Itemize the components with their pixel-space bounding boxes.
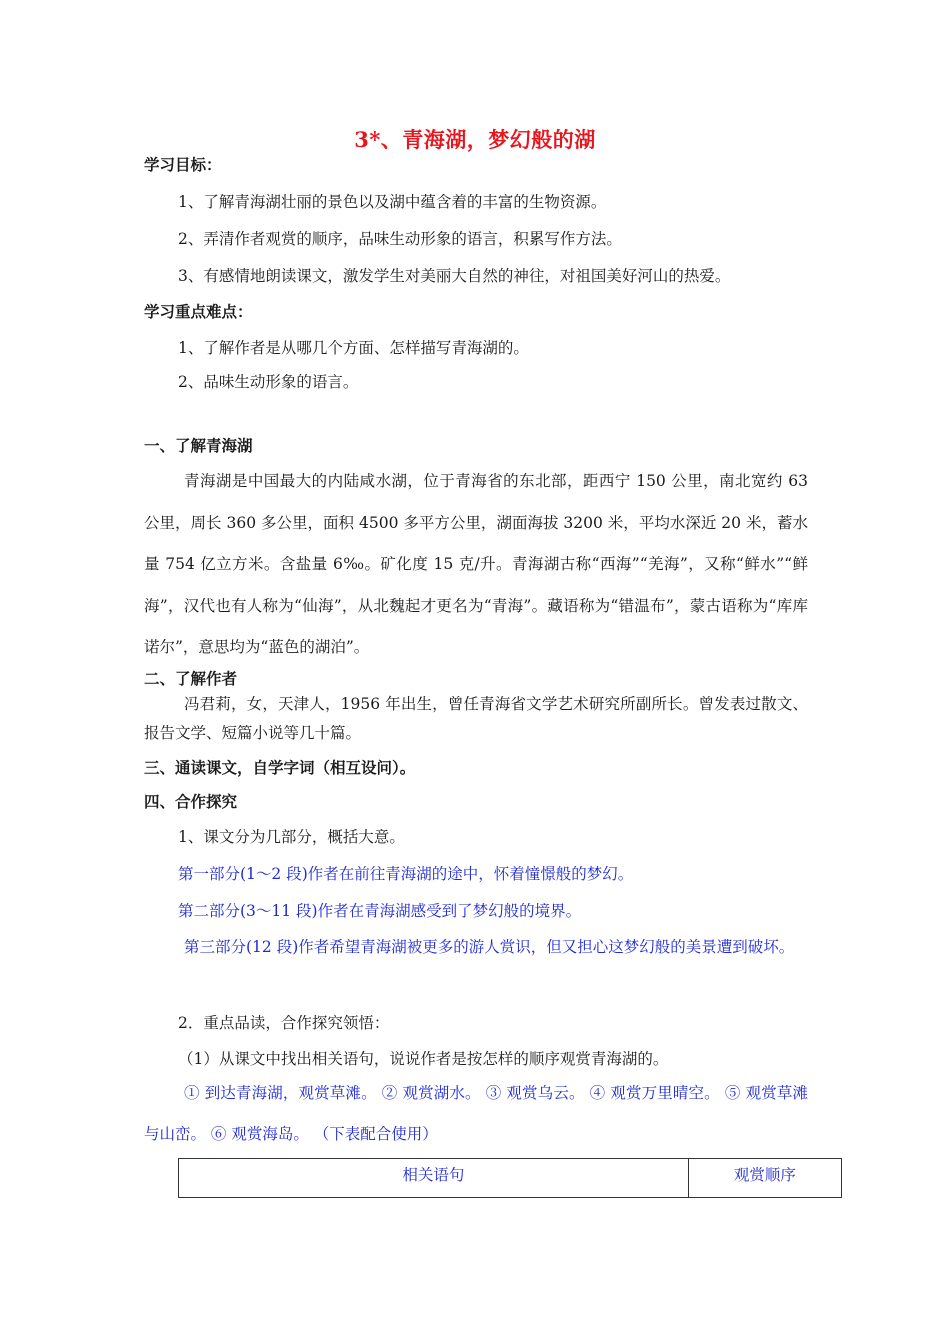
question-2: 2．重点品读，合作探究领悟： bbox=[178, 1014, 390, 1032]
question-1: 1、课文分为几部分，概括大意。 bbox=[178, 828, 405, 846]
section-2-heading: 二、了解作者 bbox=[144, 669, 238, 688]
order-answer: ① 到达青海湖，观赏草滩。 ② 观赏湖水。 ③ 观赏乌云。 ④ 观赏万里晴空。 ⑤ 观赏草滩与山峦。 ⑥ 观赏海岛。 （下表配合使用） bbox=[144, 1084, 808, 1143]
table-row bbox=[179, 1159, 842, 1198]
table-header-order: 观赏顺序 bbox=[688, 1159, 841, 1198]
goals-heading: 学习目标： bbox=[144, 155, 222, 174]
question-2-1: （1）从课文中找出相关语句，说说作者是按怎样的顺序观赏青海湖的。 bbox=[178, 1050, 669, 1068]
goal-item: 3、有感情地朗读课文，激发学生对美丽大自然的神往，对祖国美好河山的热爱。 bbox=[178, 267, 731, 285]
section-2-body: 冯君莉，女，天津人，1956 年出生，曾任青海省文学艺术研究所副所长。曾发表过散文、报告文学、短篇小说等几十篇。 bbox=[144, 695, 808, 742]
section-1-heading: 一、了解青海湖 bbox=[144, 436, 253, 455]
goal-item: 2、弄清作者观赏的顺序，品味生动形象的语言，积累写作方法。 bbox=[178, 230, 622, 248]
key-point-item: 2、品味生动形象的语言。 bbox=[178, 373, 359, 391]
key-points-heading: 学习重点难点： bbox=[144, 302, 253, 321]
answer-part-1: 第一部分(1～2 段)作者在前往青海湖的途中，怀着憧憬般的梦幻。 bbox=[178, 865, 634, 883]
section-1-body: 青海湖是中国最大的内陆咸水湖，位于青海省的东北部，距西宁 150 公里，南北宽约 63 公里，周长 360 多公里，面积 4500 多平方公里，湖面海拔 3200 米，平均水深近 20 米，蓄水量 754 亿立方米。含盐量 6‰。矿化度 15 克/升。青海湖古称“西海”“羌海”，又称“鲜水”“鲜海”，汉代也有人称为“仙海”，从北魏起才更名为“青海”。藏语称为“错温布”，蒙古语称为“库库诺尔”，意思均为“蓝色的湖泊”。 bbox=[144, 472, 808, 656]
viewing-order-table bbox=[178, 1158, 842, 1198]
page-title: 3*、青海湖，梦幻般的湖 bbox=[354, 127, 596, 152]
goal-item: 1、了解青海湖壮丽的景色以及湖中蕴含着的丰富的生物资源。 bbox=[178, 193, 607, 211]
key-point-item: 1、了解作者是从哪几个方面、怎样描写青海湖的。 bbox=[178, 339, 529, 357]
answer-part-3: 第三部分(12 段)作者希望青海湖被更多的游人赏识，但又担心这梦幻般的美景遭到破坏。 bbox=[184, 938, 795, 956]
table-header-sentences: 相关语句 bbox=[179, 1159, 689, 1198]
section-4-heading: 四、合作探究 bbox=[144, 792, 238, 811]
answer-part-2: 第二部分(3～11 段)作者在青海湖感受到了梦幻般的境界。 bbox=[178, 902, 582, 920]
section-3-heading: 三、通读课文，自学字词（相互设问）。 bbox=[144, 758, 416, 777]
